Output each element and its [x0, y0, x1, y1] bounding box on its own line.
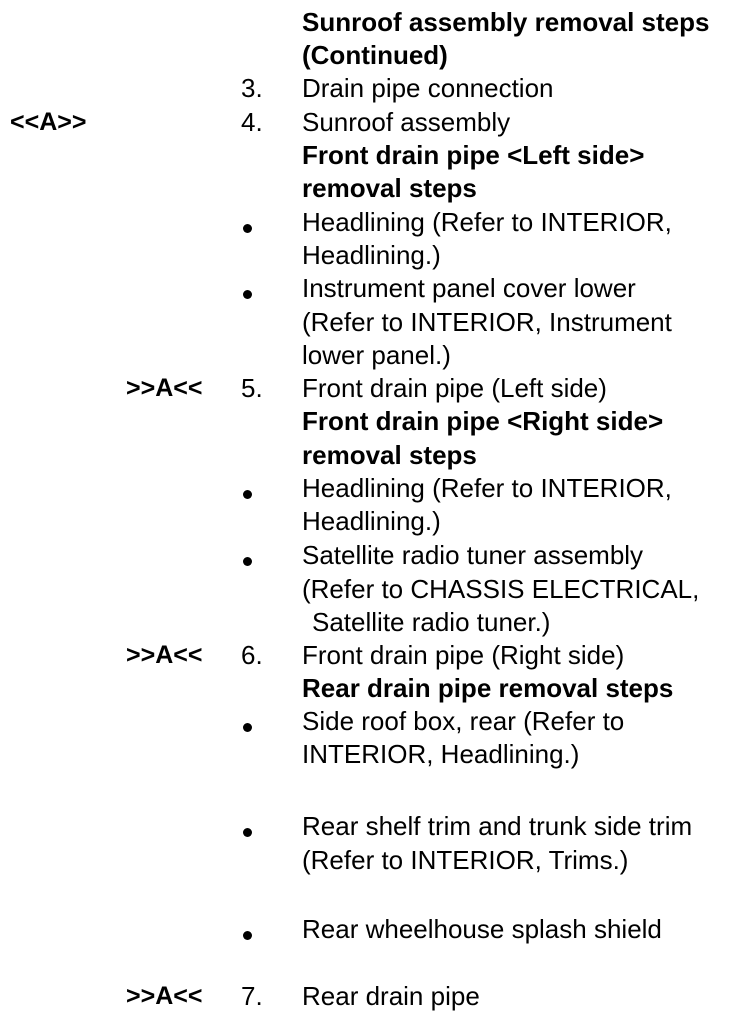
procedure-code: <<A>> — [10, 108, 87, 136]
bullet-text: Rear shelf trim and trunk side trim — [302, 811, 693, 841]
step-number: 3. — [241, 73, 263, 103]
bullet-text: (Refer to INTERIOR, Trims.) — [302, 845, 629, 875]
bullet-icon — [243, 723, 252, 732]
bullet-text: Satellite radio tuner.) — [312, 607, 551, 637]
step-text: Drain pipe connection — [302, 73, 554, 103]
procedure-code: >>A<< — [126, 982, 203, 1010]
bullet-icon — [243, 224, 252, 233]
bullet-text: Headlining (Refer to INTERIOR, — [302, 473, 672, 503]
step-number: 6. — [241, 640, 263, 670]
bullet-icon — [243, 828, 252, 837]
bullet-icon — [243, 490, 252, 499]
step-number: 7. — [241, 981, 263, 1011]
bullet-text: INTERIOR, Headlining.) — [302, 739, 580, 769]
bullet-text: Satellite radio tuner assembly — [302, 540, 644, 570]
bullet-icon — [243, 290, 252, 299]
bullet-text: Rear wheelhouse splash shield — [302, 914, 662, 944]
step-text: Front drain pipe (Right side) — [302, 640, 625, 670]
section-title-front-right-cont: removal steps — [302, 440, 477, 470]
bullet-icon — [243, 931, 252, 940]
step-text: Front drain pipe (Left side) — [302, 373, 607, 403]
section-title-rear: Rear drain pipe removal steps — [302, 673, 674, 703]
bullet-text: Instrument panel cover lower — [302, 273, 636, 303]
bullet-text: (Refer to CHASSIS ELECTRICAL, — [302, 574, 700, 604]
section-title-front-right: Front drain pipe <Right side> — [302, 406, 664, 436]
procedure-code: >>A<< — [126, 374, 203, 402]
section-title-front-left: Front drain pipe <Left side> — [302, 140, 645, 170]
step-number: 4. — [241, 107, 263, 137]
bullet-text: (Refer to INTERIOR, Instrument — [302, 307, 672, 337]
bullet-text: Headlining.) — [302, 506, 441, 536]
section-title-front-left-cont: removal steps — [302, 173, 477, 203]
step-number: 5. — [241, 373, 263, 403]
section-title-sunroof: Sunroof assembly removal steps — [302, 7, 710, 37]
bullet-text: lower panel.) — [302, 340, 451, 370]
bullet-text: Side roof box, rear (Refer to — [302, 706, 625, 736]
bullet-text: Headlining.) — [302, 240, 441, 270]
step-text: Sunroof assembly — [302, 107, 511, 137]
procedure-code: >>A<< — [126, 641, 203, 669]
step-text: Rear drain pipe — [302, 981, 480, 1011]
section-title-sunroof-continued: (Continued) — [302, 40, 448, 70]
bullet-icon — [243, 557, 252, 566]
bullet-text: Headlining (Refer to INTERIOR, — [302, 207, 672, 237]
